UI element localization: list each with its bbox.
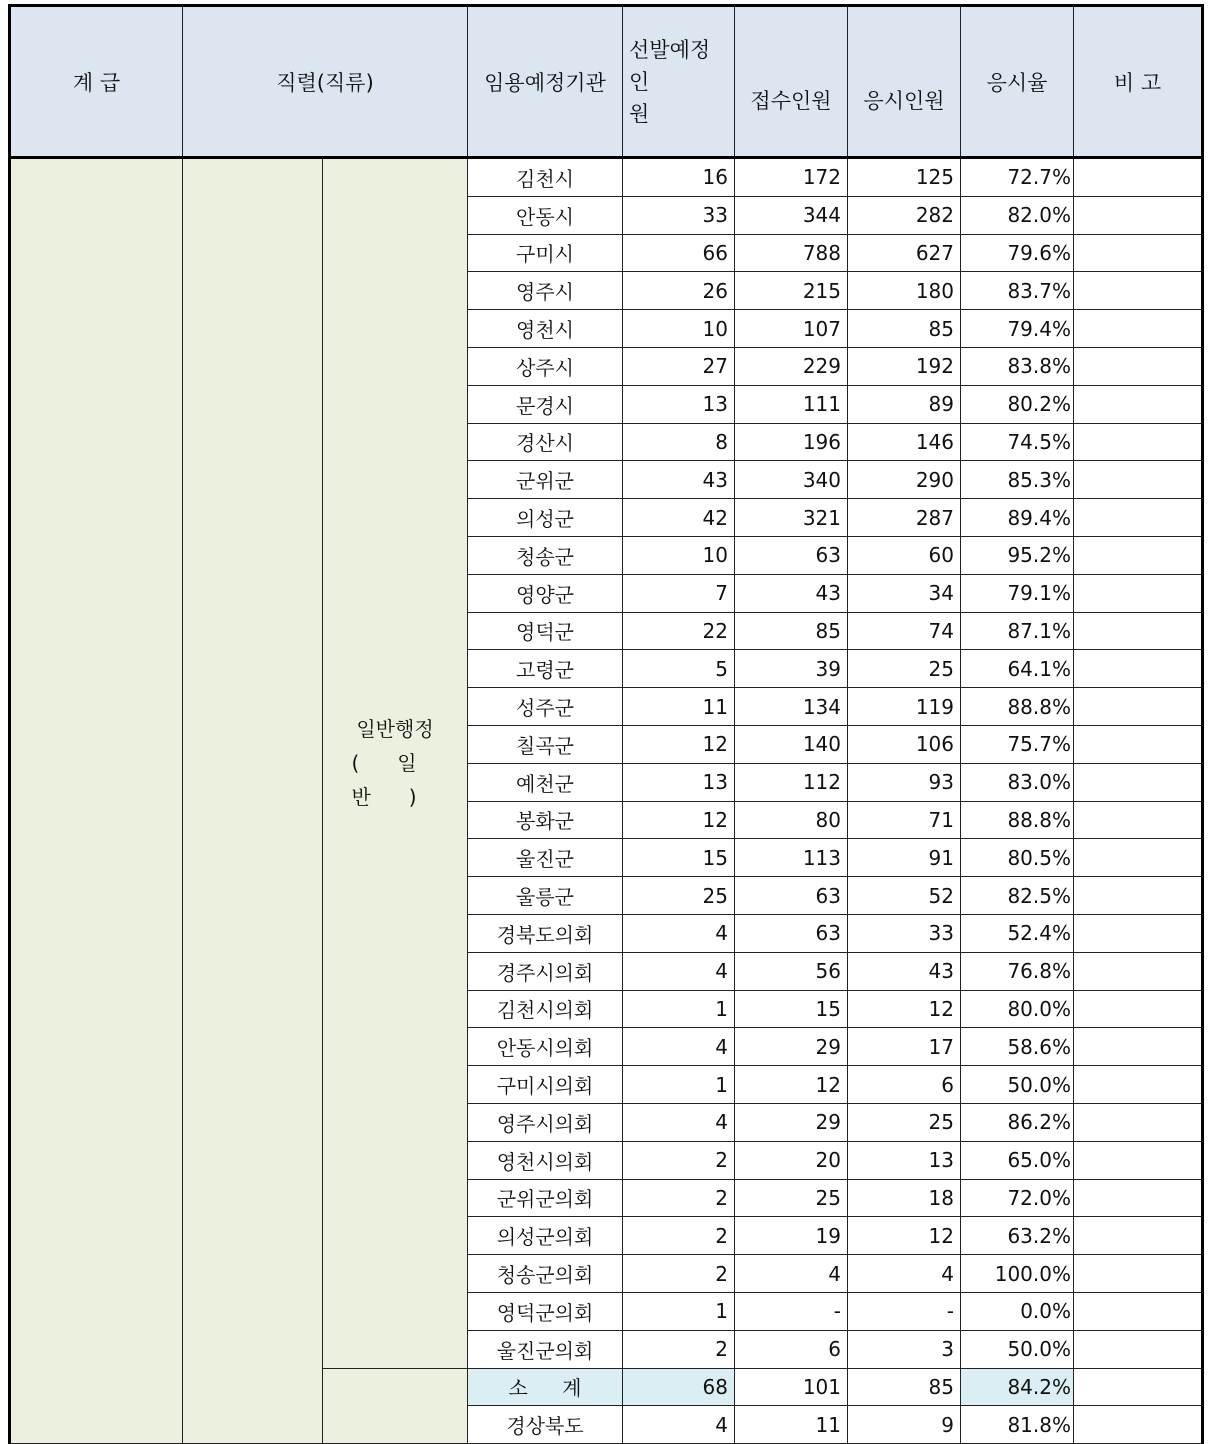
planned-cell: 66: [623, 234, 735, 272]
remarks-cell: [1074, 1141, 1203, 1179]
header-applicants: 접수인원: [735, 6, 848, 158]
test-takers-cell: 18: [848, 1179, 961, 1217]
test-takers-cell: 93: [848, 763, 961, 801]
test-takers-cell: 180: [848, 272, 961, 310]
remarks-cell: [1074, 1368, 1203, 1406]
agency-cell: 영주시: [468, 272, 623, 310]
remarks-cell: [1074, 423, 1203, 461]
rate-cell: 52.4%: [961, 914, 1074, 952]
test-takers-cell: 12: [848, 1217, 961, 1255]
test-takers-cell: 43: [848, 952, 961, 990]
rate-cell: 76.8%: [961, 952, 1074, 990]
planned-cell: 13: [623, 763, 735, 801]
table-body: [10, 158, 1203, 1444]
header-grade: 계 급: [10, 6, 183, 158]
planned-cell: 2: [623, 1255, 735, 1293]
test-takers-cell: 25: [848, 650, 961, 688]
agency-cell: 경북도의회: [468, 914, 623, 952]
planned-cell: 1: [623, 990, 735, 1028]
remarks-cell: [1074, 158, 1203, 197]
applicants-cell: 112: [735, 763, 848, 801]
applicants-cell: 321: [735, 499, 848, 537]
test-takers-cell: 91: [848, 839, 961, 877]
test-takers-cell: 74: [848, 612, 961, 650]
applicants-cell: 215: [735, 272, 848, 310]
planned-cell: 1: [623, 1292, 735, 1330]
applicants-cell: 229: [735, 347, 848, 385]
agency-cell: 구미시의회: [468, 1066, 623, 1104]
remarks-cell: [1074, 688, 1203, 726]
planned-cell: 2: [623, 1179, 735, 1217]
planned-cell: 26: [623, 272, 735, 310]
agency-cell: 울진군의회: [468, 1330, 623, 1368]
planned-cell: 1: [623, 1066, 735, 1104]
agency-cell: 안동시의회: [468, 1028, 623, 1066]
agency-cell: 울진군: [468, 839, 623, 877]
remarks-cell: [1074, 1066, 1203, 1104]
rate-cell: 82.5%: [961, 877, 1074, 915]
applicants-cell: 6: [735, 1330, 848, 1368]
remarks-cell: [1074, 1217, 1203, 1255]
remarks-cell: [1074, 990, 1203, 1028]
remarks-cell: [1074, 536, 1203, 574]
test-takers-cell: 60: [848, 536, 961, 574]
applicants-cell: 63: [735, 536, 848, 574]
rate-cell: 72.7%: [961, 158, 1074, 197]
agency-cell: 김천시의회: [468, 990, 623, 1028]
test-takers-cell: 71: [848, 801, 961, 839]
header-remarks: 비 고: [1074, 6, 1203, 158]
planned-cell: 4: [623, 914, 735, 952]
planned-cell: 4: [623, 1028, 735, 1066]
remarks-cell: [1074, 952, 1203, 990]
test-takers-cell: 106: [848, 725, 961, 763]
agency-cell: 군위군: [468, 461, 623, 499]
remarks-cell: [1074, 347, 1203, 385]
header-planned-line2: 인 원: [629, 69, 690, 126]
rate-cell: 89.4%: [961, 499, 1074, 537]
planned-cell: 11: [623, 688, 735, 726]
rate-cell: 79.1%: [961, 574, 1074, 612]
planned-cell: 4: [623, 952, 735, 990]
test-takers-cell: 34: [848, 574, 961, 612]
planned-cell: 5: [623, 650, 735, 688]
test-takers-cell: 119: [848, 688, 961, 726]
remarks-cell: [1074, 877, 1203, 915]
test-takers-cell: 4: [848, 1255, 961, 1293]
planned-cell: 16: [623, 158, 735, 197]
applicants-cell: 56: [735, 952, 848, 990]
applicants-cell: 172: [735, 158, 848, 197]
header-agency: 임용예정기관: [468, 6, 623, 158]
remarks-cell: [1074, 499, 1203, 537]
agency-cell: 영덕군의회: [468, 1292, 623, 1330]
test-takers-cell: 290: [848, 461, 961, 499]
header-rate: 응시율: [961, 6, 1074, 158]
test-takers-cell: 627: [848, 234, 961, 272]
subtotal-label: 소 계: [468, 1368, 623, 1406]
remarks-cell: [1074, 1103, 1203, 1141]
agency-cell: 울릉군: [468, 877, 623, 915]
agency-cell: 예천군: [468, 763, 623, 801]
applicants-cell: 340: [735, 461, 848, 499]
remarks-cell: [1074, 612, 1203, 650]
planned-cell: 4: [623, 1103, 735, 1141]
rate-cell: 65.0%: [961, 1141, 1074, 1179]
planned-cell: 25: [623, 877, 735, 915]
agency-cell: 영양군: [468, 574, 623, 612]
job-category-cell-2: [323, 1368, 468, 1444]
agency-cell: 경주시의회: [468, 952, 623, 990]
rate-cell: 72.0%: [961, 1179, 1074, 1217]
test-takers-cell: 33: [848, 914, 961, 952]
remarks-cell: [1074, 839, 1203, 877]
agency-cell: 영덕군: [468, 612, 623, 650]
agency-cell: 영주시의회: [468, 1103, 623, 1141]
remarks-cell: [1074, 914, 1203, 952]
rate-cell: 64.1%: [961, 650, 1074, 688]
rate-cell: 100.0%: [961, 1255, 1074, 1293]
test-takers-cell: 17: [848, 1028, 961, 1066]
planned-cell: 12: [623, 725, 735, 763]
rate-cell: 83.8%: [961, 347, 1074, 385]
test-takers-cell: 146: [848, 423, 961, 461]
rate-cell: 79.4%: [961, 310, 1074, 348]
planned-cell: 43: [623, 461, 735, 499]
remarks-cell: [1074, 1255, 1203, 1293]
agency-cell: 봉화군: [468, 801, 623, 839]
agency-cell: 안동시: [468, 196, 623, 234]
table-row: [10, 158, 1203, 197]
test-takers-cell: 13: [848, 1141, 961, 1179]
header-row: [10, 6, 1203, 158]
remarks-cell: [1074, 1406, 1203, 1444]
remarks-cell: [1074, 310, 1203, 348]
remarks-cell: [1074, 461, 1203, 499]
recruitment-table-sheet: [8, 4, 1204, 1444]
agency-cell: 청송군의회: [468, 1255, 623, 1293]
rate-cell: 80.5%: [961, 839, 1074, 877]
agency-cell: 영천시의회: [468, 1141, 623, 1179]
applicants-cell: 111: [735, 385, 848, 423]
applicants-cell: 29: [735, 1028, 848, 1066]
remarks-cell: [1074, 1179, 1203, 1217]
planned-cell: 68: [623, 1368, 735, 1406]
job-category-line2: (일 반): [351, 751, 455, 810]
planned-cell: 10: [623, 536, 735, 574]
remarks-cell: [1074, 574, 1203, 612]
agency-cell: 칠곡군: [468, 725, 623, 763]
rate-cell: 75.7%: [961, 725, 1074, 763]
rate-cell: 82.0%: [961, 196, 1074, 234]
rate-cell: 63.2%: [961, 1217, 1074, 1255]
agency-cell: 의성군: [468, 499, 623, 537]
test-takers-cell: 52: [848, 877, 961, 915]
rate-cell: 83.7%: [961, 272, 1074, 310]
applicants-cell: 39: [735, 650, 848, 688]
agency-cell: 문경시: [468, 385, 623, 423]
planned-cell: 2: [623, 1217, 735, 1255]
rate-cell: 80.2%: [961, 385, 1074, 423]
series-cell: [183, 158, 323, 1444]
grade-cell: [10, 158, 183, 1444]
applicants-cell: 101: [735, 1368, 848, 1406]
rate-cell: 0.0%: [961, 1292, 1074, 1330]
header-series: 직렬(직류): [183, 6, 468, 158]
applicants-cell: 29: [735, 1103, 848, 1141]
applicants-cell: 4: [735, 1255, 848, 1293]
applicants-cell: 85: [735, 612, 848, 650]
test-takers-cell: 6: [848, 1066, 961, 1104]
rate-cell: 95.2%: [961, 536, 1074, 574]
test-takers-cell: 89: [848, 385, 961, 423]
rate-cell: 74.5%: [961, 423, 1074, 461]
remarks-cell: [1074, 1292, 1203, 1330]
planned-cell: 10: [623, 310, 735, 348]
rate-cell: 85.3%: [961, 461, 1074, 499]
header-planned: [623, 6, 735, 158]
agency-cell: 군위군의회: [468, 1179, 623, 1217]
applicants-cell: 63: [735, 877, 848, 915]
rate-cell: 81.8%: [961, 1406, 1074, 1444]
test-takers-cell: 3: [848, 1330, 961, 1368]
planned-cell: 2: [623, 1330, 735, 1368]
rate-cell: 88.8%: [961, 688, 1074, 726]
test-takers-cell: 282: [848, 196, 961, 234]
remarks-cell: [1074, 1028, 1203, 1066]
agency-cell: 경상북도: [468, 1406, 623, 1444]
agency-cell: 의성군의회: [468, 1217, 623, 1255]
agency-cell: 고령군: [468, 650, 623, 688]
applicants-cell: 20: [735, 1141, 848, 1179]
test-takers-cell: 192: [848, 347, 961, 385]
rate-cell: 58.6%: [961, 1028, 1074, 1066]
applicants-cell: 19: [735, 1217, 848, 1255]
job-category-line1: 일반행정: [356, 717, 434, 742]
remarks-cell: [1074, 650, 1203, 688]
applicants-cell: 140: [735, 725, 848, 763]
planned-cell: 8: [623, 423, 735, 461]
rate-cell: 50.0%: [961, 1330, 1074, 1368]
applicants-cell: 134: [735, 688, 848, 726]
remarks-cell: [1074, 763, 1203, 801]
rate-cell: 87.1%: [961, 612, 1074, 650]
planned-cell: 15: [623, 839, 735, 877]
rate-cell: 88.8%: [961, 801, 1074, 839]
test-takers-cell: 287: [848, 499, 961, 537]
applicants-cell: 196: [735, 423, 848, 461]
test-takers-cell: 25: [848, 1103, 961, 1141]
planned-cell: 4: [623, 1406, 735, 1444]
agency-cell: 영천시: [468, 310, 623, 348]
test-takers-cell: -: [848, 1292, 961, 1330]
recruitment-table: [8, 4, 1204, 1444]
applicants-cell: 344: [735, 196, 848, 234]
agency-cell: 청송군: [468, 536, 623, 574]
planned-cell: 13: [623, 385, 735, 423]
applicants-cell: 107: [735, 310, 848, 348]
planned-cell: 12: [623, 801, 735, 839]
agency-cell: 구미시: [468, 234, 623, 272]
rate-cell: 84.2%: [961, 1368, 1074, 1406]
applicants-cell: -: [735, 1292, 848, 1330]
test-takers-cell: 125: [848, 158, 961, 197]
applicants-cell: 25: [735, 1179, 848, 1217]
remarks-cell: [1074, 196, 1203, 234]
planned-cell: 2: [623, 1141, 735, 1179]
rate-cell: 83.0%: [961, 763, 1074, 801]
remarks-cell: [1074, 272, 1203, 310]
rate-cell: 80.0%: [961, 990, 1074, 1028]
planned-cell: 33: [623, 196, 735, 234]
job-category-cell: [323, 158, 468, 1369]
applicants-cell: 11: [735, 1406, 848, 1444]
rate-cell: 50.0%: [961, 1066, 1074, 1104]
planned-cell: 27: [623, 347, 735, 385]
remarks-cell: [1074, 1330, 1203, 1368]
remarks-cell: [1074, 725, 1203, 763]
remarks-cell: [1074, 234, 1203, 272]
test-takers-cell: 85: [848, 310, 961, 348]
applicants-cell: 788: [735, 234, 848, 272]
agency-cell: 김천시: [468, 158, 623, 197]
planned-cell: 7: [623, 574, 735, 612]
test-takers-cell: 12: [848, 990, 961, 1028]
header-test-takers: 응시인원: [848, 6, 961, 158]
applicants-cell: 113: [735, 839, 848, 877]
agency-cell: 상주시: [468, 347, 623, 385]
applicants-cell: 43: [735, 574, 848, 612]
remarks-cell: [1074, 385, 1203, 423]
applicants-cell: 12: [735, 1066, 848, 1104]
rate-cell: 79.6%: [961, 234, 1074, 272]
rate-cell: 86.2%: [961, 1103, 1074, 1141]
applicants-cell: 15: [735, 990, 848, 1028]
header-planned-line1: 선발예정: [629, 37, 711, 62]
applicants-cell: 80: [735, 801, 848, 839]
planned-cell: 22: [623, 612, 735, 650]
applicants-cell: 63: [735, 914, 848, 952]
test-takers-cell: 85: [848, 1368, 961, 1406]
agency-cell: 성주군: [468, 688, 623, 726]
remarks-cell: [1074, 801, 1203, 839]
agency-cell: 경산시: [468, 423, 623, 461]
test-takers-cell: 9: [848, 1406, 961, 1444]
planned-cell: 42: [623, 499, 735, 537]
